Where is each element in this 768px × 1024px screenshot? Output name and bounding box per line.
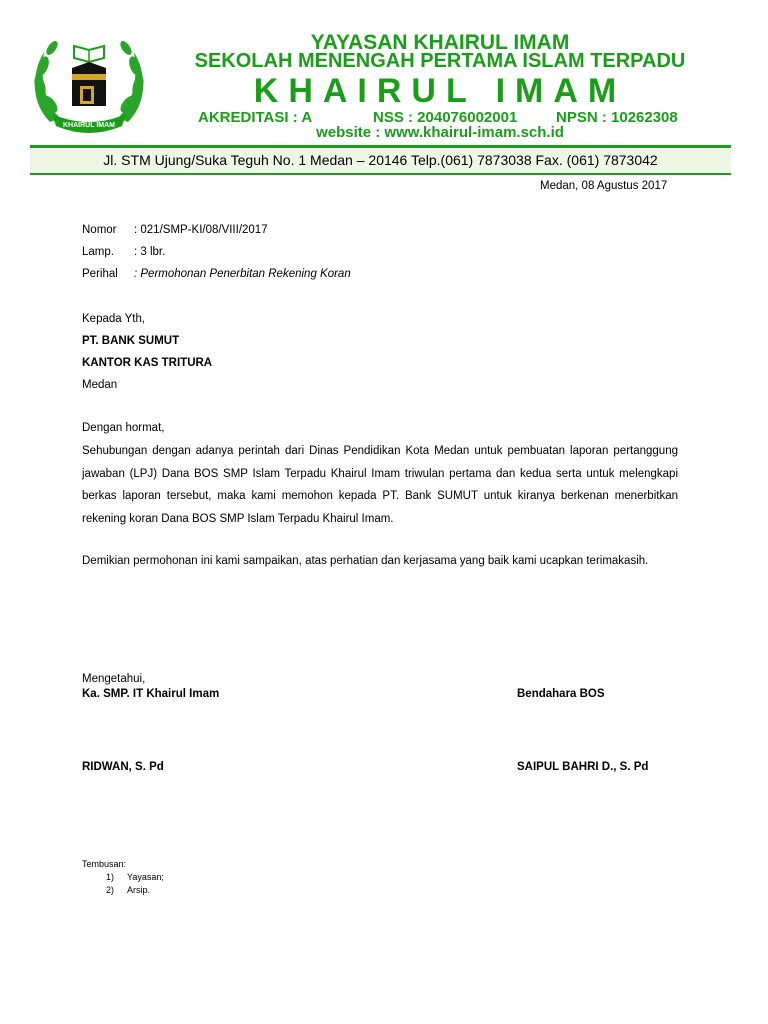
nss-number: NSS : 204076002001 (373, 109, 518, 126)
npsn-number: NPSN : 10262308 (556, 109, 678, 126)
meta-value-lamp: : 3 lbr. (134, 246, 166, 258)
cc-item: Arsip. (127, 885, 151, 895)
body-paragraph-1: Sehubungan dengan adanya perintah dari Dinas Pendidikan Kota Medan untuk pembuatan laporan pertanggung jawaban (LPJ) Dana BOS SMP Islam Terpadu Khairul Imam triwulan pertama dan kedua serta untuk melengkapi berkas laporan tersebut, maka kami memohon kepada PT. Bank SUMUT untuk kiranya berkenan menerbitkan rekening koran Dana BOS SMP Islam Terpadu Khairul Imam. (82, 445, 678, 526)
signer-left-name: RIDWAN, S. Pd (82, 761, 164, 773)
address-bar: Jl. STM Ujung/Suka Teguh No. 1 Medan – 20146 Telp.(061) 7873038 Fax. (061) 7873042 (30, 149, 731, 172)
school-type: SEKOLAH MENENGAH PERTAMA ISLAM TERPADU (194, 50, 686, 72)
acknowledged-label: Mengetahui, (82, 673, 146, 685)
cc-item-number: 2) (106, 885, 115, 895)
school-name: KHAIRUL IMAM (253, 72, 627, 110)
signer-right-name: SAIPUL BAHRI D., S. Pd (517, 761, 649, 773)
website: website : www.khairul-imam.sch.id (316, 124, 564, 141)
header-rule-bottom (30, 173, 731, 175)
cc-item-number: 1) (106, 872, 115, 882)
logo-label: KHAIRUL IMAM (63, 122, 115, 129)
recipient-city: Medan (82, 379, 118, 391)
school-logo (30, 26, 148, 138)
meta-key-perihal: Perihal (82, 268, 118, 280)
recipient-salutation: Kepada Yth, (82, 313, 146, 325)
cc-label: Tembusan: (82, 859, 127, 869)
greeting: Dengan hormat, (82, 422, 165, 434)
letter-date: Medan, 08 Agustus 2017 (540, 180, 668, 192)
recipient-company: PT. BANK SUMUT (82, 335, 180, 347)
meta-value-perihal: : Permohonan Penerbitan Rekening Koran (134, 268, 351, 280)
accreditation: AKREDITASI : A (198, 109, 313, 126)
signer-left-title: Ka. SMP. IT Khairul Imam (82, 688, 220, 700)
meta-key-lamp: Lamp. (82, 246, 114, 258)
cc-item: Yayasan; (127, 872, 164, 882)
body-paragraph-2: Demikian permohonan ini kami sampaikan, atas perhatian dan kerjasama yang baik kami ucapkan terimakasih. (82, 555, 649, 567)
header-rule-top (30, 145, 731, 148)
meta-key-nomor: Nomor (82, 224, 117, 236)
foundation-name: YAYASAN KHAIRUL IMAM (310, 31, 570, 54)
meta-value-nomor: : 021/SMP-KI/08/VIII/2017 (134, 224, 268, 236)
signer-right-title: Bendahara BOS (517, 688, 605, 700)
recipient-office: KANTOR KAS TRITURA (82, 357, 213, 369)
